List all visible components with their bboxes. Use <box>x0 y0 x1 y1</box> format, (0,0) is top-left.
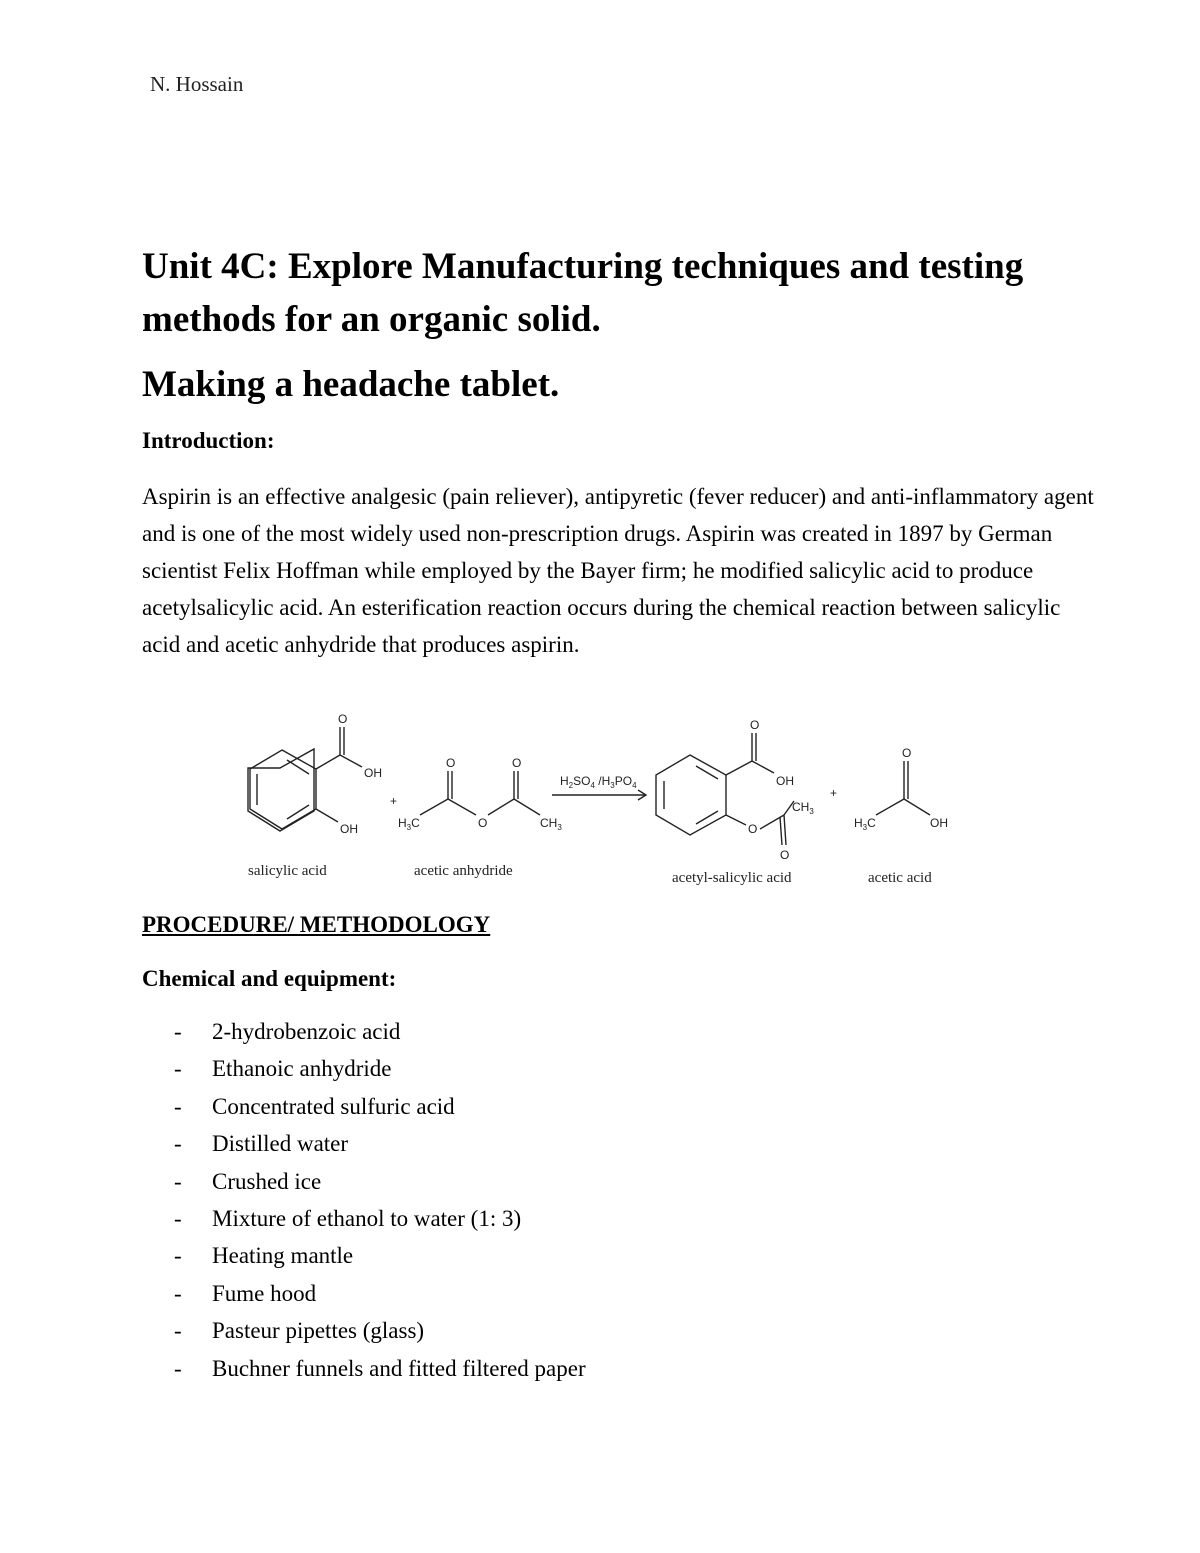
list-item-text: 2-hydrobenzoic acid <box>212 1019 401 1044</box>
bullet-dash: - <box>174 1056 182 1082</box>
oxygen-atom-label: O <box>780 848 790 862</box>
procedure-heading: PROCEDURE/ METHODOLOGY <box>142 912 491 937</box>
list-item <box>142 1013 1042 1050</box>
hydroxyl-label: OH <box>776 774 794 788</box>
oxygen-atom-label: O <box>338 712 348 726</box>
compound-name: acetyl-salicylic acid <box>672 870 792 886</box>
list-item-text: Buchner funnels and fitted filtered paper <box>212 1355 586 1381</box>
equipment-heading: Chemical and equipment: <box>142 966 397 991</box>
oxygen-atom-label: O <box>478 816 488 830</box>
list-item <box>142 1050 1042 1087</box>
plus-sign: + <box>390 794 398 808</box>
list-item <box>142 1350 1042 1387</box>
list-item <box>142 1088 1042 1125</box>
hydroxyl-label: OH <box>930 816 948 830</box>
bullet-dash: - <box>174 1280 182 1306</box>
catalyst-label: $H_2SO_4$ $/H_3PO_4$ <box>560 774 637 790</box>
hydroxyl-label: OH <box>364 766 382 780</box>
plus-sign: + <box>830 786 838 800</box>
methyl-label: $H_3C$ <box>398 816 420 832</box>
list-item-text: Concentrated sulfuric acid <box>212 1093 455 1119</box>
bullet-dash: - <box>174 1318 182 1344</box>
list-item <box>142 1163 1042 1200</box>
equipment-list <box>142 1013 1042 1387</box>
list-item <box>142 1125 1042 1162</box>
bullet-dash: - <box>174 1355 182 1381</box>
compound-name: salicylic acid <box>248 863 327 879</box>
reaction-scheme-drawing <box>240 705 960 900</box>
document-subtitle: Making a headache tablet. <box>142 364 560 405</box>
bullet-dash: - <box>174 1093 182 1119</box>
list-item-text: Distilled water <box>212 1131 349 1157</box>
author-name: N. Hossain <box>150 72 244 96</box>
methyl-label: $CH_3$ <box>792 800 814 816</box>
list-item <box>142 1200 1042 1237</box>
list-item-text: Mixture of ethanol to water (1: 3) <box>212 1206 522 1232</box>
introduction-paragraph: Aspirin is an effective analgesic (pain reliever), antipyretic (fever reducer) and anti-inflammatory agent and is one of the most widely used non-prescription drugs. Aspirin was created in 1897 by German scientist Felix Hoffman while employed by the Bayer firm; he modified salicylic acid to produce acetylsalicylic acid. An esterification reaction occurs during the chemical reaction between salicylic acid and acetic anhydride that produces aspirin. <box>142 484 1094 657</box>
list-item-text: Fume hood <box>212 1280 317 1306</box>
oxygen-atom-label: O <box>750 718 760 732</box>
bullet-dash: - <box>174 1243 182 1269</box>
bullet-dash: - <box>174 1206 182 1232</box>
bullet-dash: - <box>174 1131 182 1157</box>
methyl-label: $CH_3$ <box>540 816 562 832</box>
list-item-text: Pasteur pipettes (glass) <box>212 1318 425 1344</box>
oxygen-atom-label: O <box>512 756 522 770</box>
list-item-text: Ethanoic anhydride <box>212 1056 392 1082</box>
methyl-label: $H_3C$ <box>854 816 876 832</box>
compound-name: acetic anhydride <box>414 863 513 879</box>
aspirin-synthesis-reaction-scheme <box>240 705 960 900</box>
compound-name: acetic acid <box>868 870 932 886</box>
bullet-dash: - <box>174 1019 182 1044</box>
list-item <box>142 1275 1042 1312</box>
oxygen-atom-label: O <box>748 822 758 836</box>
list-item-text: Heating mantle <box>212 1243 354 1269</box>
list-item-text: Crushed ice <box>212 1168 322 1194</box>
oxygen-atom-label: O <box>446 756 456 770</box>
list-item <box>142 1312 1042 1349</box>
bullet-dash: - <box>174 1168 182 1194</box>
list-item <box>142 1237 1042 1274</box>
hydroxyl-label: OH <box>340 822 358 836</box>
oxygen-atom-label: O <box>902 746 912 760</box>
document-title: Unit 4C: Explore Manufacturing techniques and testing methods for an organic solid. <box>142 246 1024 340</box>
introduction-heading: Introduction: <box>142 428 275 453</box>
